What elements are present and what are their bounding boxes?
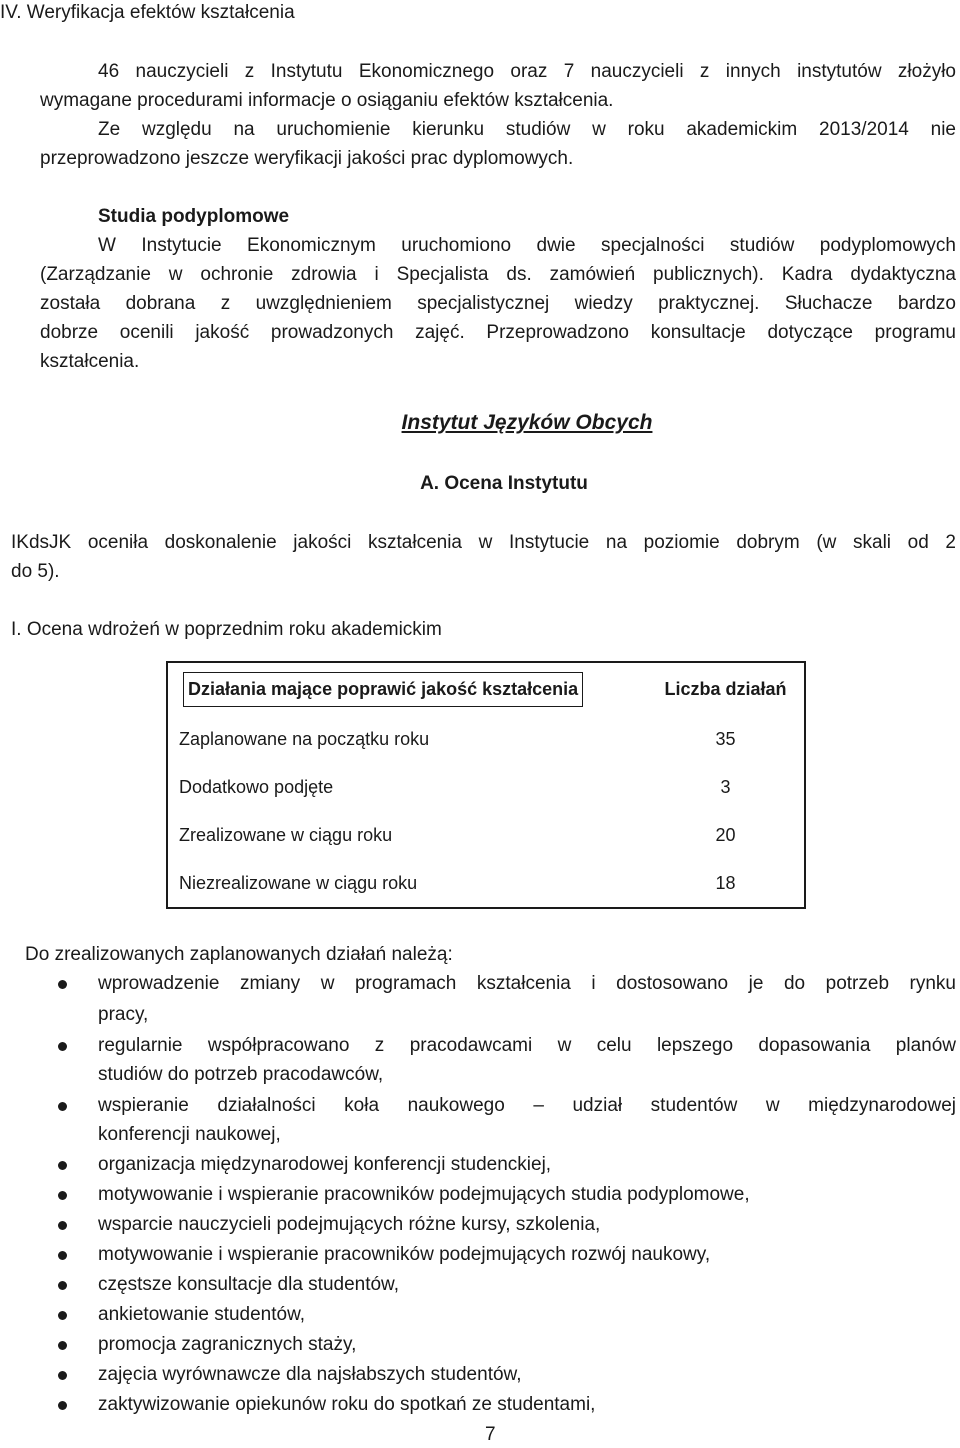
bullet-icon [58,1042,67,1051]
list-item: zajęcia wyrównawcze dla najsłabszych studentów, [98,1364,522,1385]
list-item: wspieranie działalności koła naukowego – udział studentów w międzynarodowej [98,1095,956,1116]
bullet-icon [58,1161,67,1170]
bullet-icon [58,1102,67,1111]
table-cell-value: 20 [715,824,736,845]
bullet-icon [58,1281,67,1290]
list-item: organizacja międzynarodowej konferencji studenckiej, [98,1154,552,1175]
page-number: 7 [485,1424,496,1445]
bullet-icon [58,980,67,989]
list-item: promocja zagranicznych staży, [98,1334,357,1355]
table-header-cell [647,662,805,715]
table-row [167,763,805,811]
bullet-icon [58,1341,67,1350]
paragraph-verification-line-2: przeprowadzono jeszcze weryfikacji jakości prac dyplomowych. [40,148,574,169]
postgrad-line-4: dobrze ocenili jakość prowadzonych zajęć. Przeprowadzono konsultacje dotyczące programu [40,322,956,343]
list-item-continuation: konferencji naukowej, [98,1124,281,1145]
actions-intro: Do zrealizowanych zaplanowanych działań należą: [25,944,453,965]
postgrad-line-5: kształcenia. [40,351,140,372]
list-item-continuation: pracy, [98,1004,149,1025]
bullet-icon [58,1401,67,1410]
bullet-icon [58,1371,67,1380]
postgrad-line-3: została dobrana z uwzględnieniem specjalistycznej wiedzy praktycznej. Słuchacze bardzo [40,293,956,314]
postgrad-line-2: (Zarządzanie w ochronie zdrowia i Specjalista ds. zamówień publicznych). Kadra dydaktyczna [40,264,956,285]
list-item: zaktywizowanie opiekunów roku do spotkań ze studentami, [98,1394,596,1415]
list-item: wprowadzenie zmiany w programach kształcenia i dostosowano je do potrzeb rynku [98,973,956,994]
table-cell-label: Zrealizowane w ciągu roku [179,824,393,845]
paragraph-verification-line-1: Ze względu na uruchomienie kierunku studiów w roku akademickim 2013/2014 nie [98,119,956,140]
list-item: ankietowanie studentów, [98,1304,306,1325]
table-header-cell [167,662,647,715]
list-item: motywowanie i wspieranie pracowników podejmujących studia podyplomowe, [98,1184,750,1205]
table-cell-label: Zaplanowane na początku roku [179,728,430,749]
table-cell-label: Dodatkowo podjęte [179,776,334,797]
table-cell-value: 35 [715,728,736,749]
table-header-row [167,662,805,715]
section-i-heading: I. Ocena wdrożeń w poprzednim roku akademickim [11,619,442,640]
postgrad-line-1: W Instytucie Ekonomicznym uruchomiono dwie specjalności studiów podyplomowych [98,235,956,256]
table-cell-label: Niezrealizowane w ciągu roku [179,872,418,893]
paragraph-teachers-line-2: wymagane procedurami informacje o osiąganiu efektów kształcenia. [40,90,614,111]
bullet-icon [58,1191,67,1200]
list-item: wsparcie nauczycieli podejmujących różne kursy, szkolenia, [98,1214,601,1235]
table-row [167,811,805,859]
list-item: regularnie współpracowano z pracodawcami w celu lepszego dopasowania planów [98,1035,956,1056]
list-item: częstsze konsultacje dla studentów, [98,1274,400,1295]
list-item-continuation: studiów do potrzeb pracodawców, [98,1064,384,1085]
bullet-icon [58,1251,67,1260]
section-iv-heading: IV. Weryfikacja efektów kształcenia [0,2,295,23]
table-cell-value: 18 [715,872,736,893]
actions-count-table [166,661,806,909]
postgrad-heading: Studia podyplomowe [98,206,290,227]
institute-title: Instytut Języków Obcych [401,411,653,434]
bullet-icon [58,1311,67,1320]
bullet-icon [58,1221,67,1230]
table-header-actions: Działania mające poprawić jakość kształcenia [183,672,583,707]
assessment-line-2: do 5). [11,561,60,582]
table-header-count: Liczba działań [664,678,787,699]
paragraph-teachers-line-1: 46 nauczycieli z Instytutu Ekonomicznego oraz 7 nauczycieli z innych instytutów złożyło [98,61,956,82]
table-row [167,715,805,763]
list-item: motywowanie i wspieranie pracowników podejmujących rozwój naukowy, [98,1244,711,1265]
assessment-line-1: IKdsJK oceniła doskonalenie jakości kształcenia w Instytucie na poziomie dobrym (w skali od 2 [11,532,956,553]
table-row [167,859,805,908]
table-cell-value: 3 [720,776,731,797]
section-a-heading: A. Ocena Instytutu [420,473,588,494]
